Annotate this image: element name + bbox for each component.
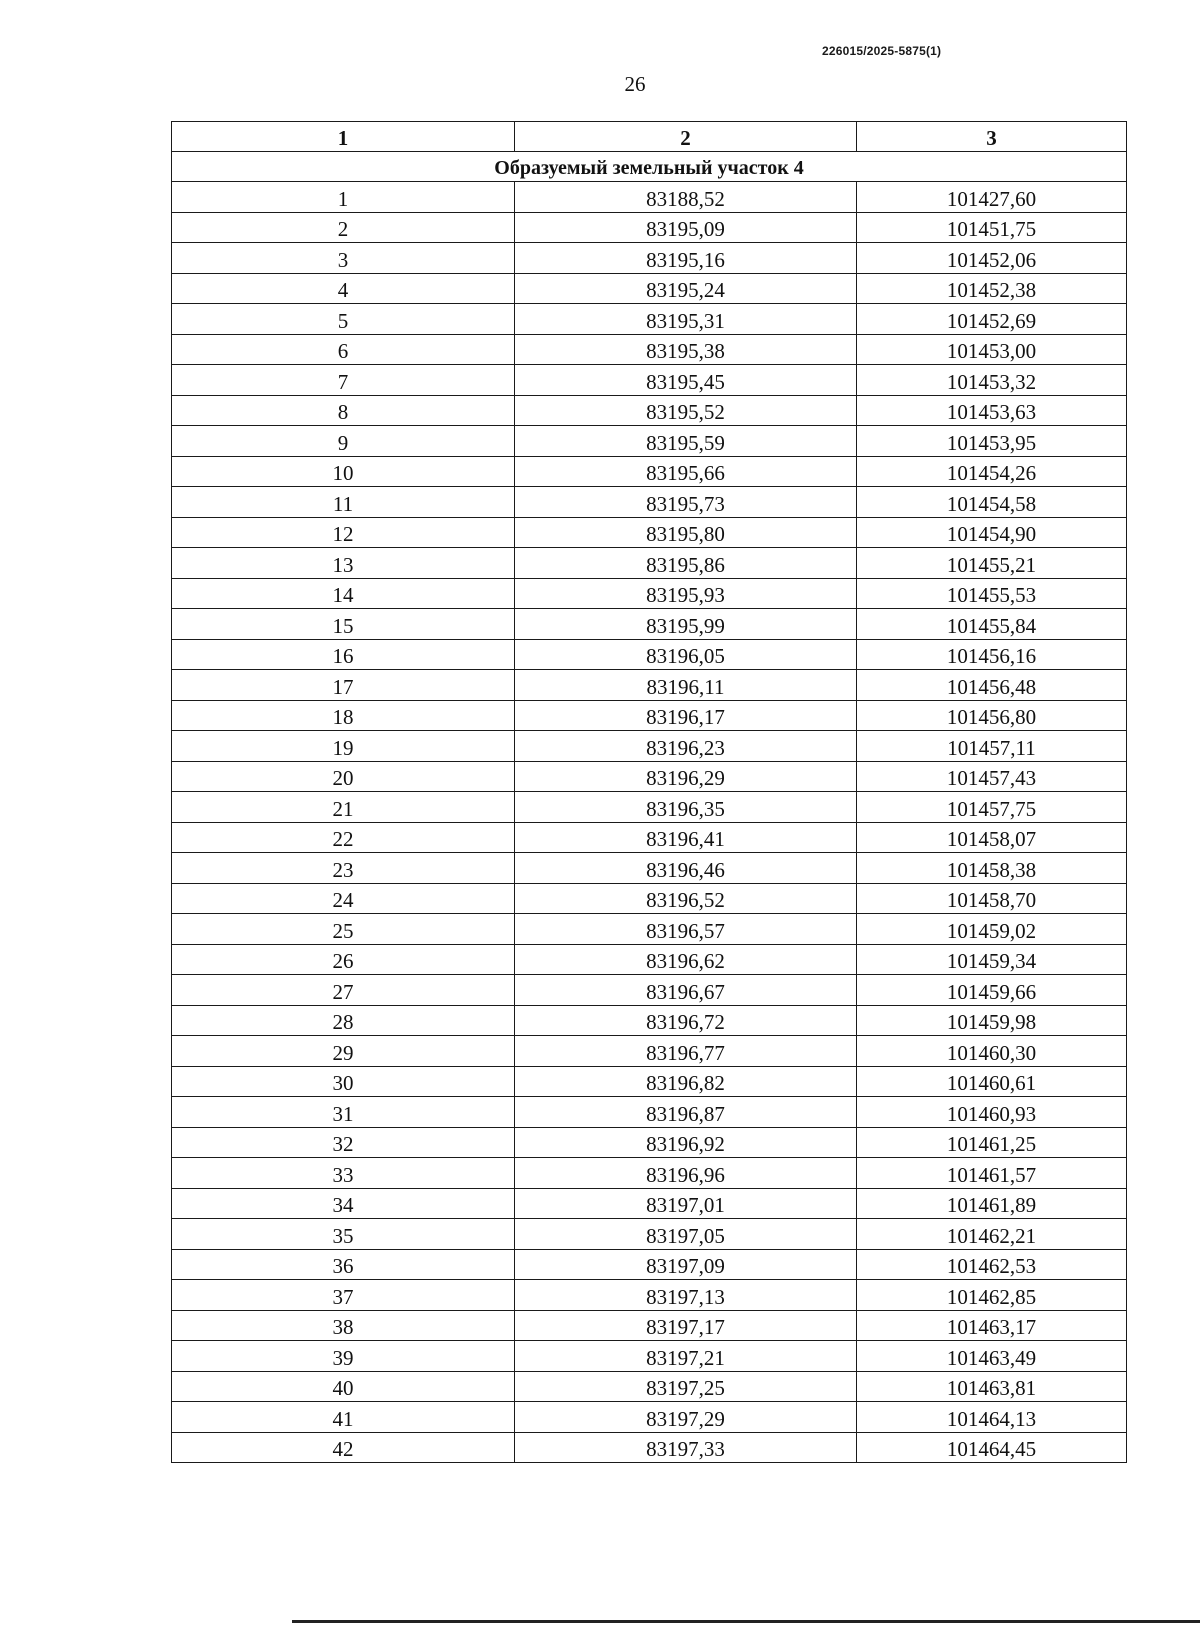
coordinate-y-cell: 101459,34 [857, 944, 1127, 975]
point-number-cell: 23 [172, 853, 515, 884]
coordinate-x-cell: 83196,57 [515, 914, 857, 945]
document-id: 226015/2025-5875(1) [822, 44, 942, 58]
coordinate-y-cell: 101454,90 [857, 517, 1127, 548]
coordinate-y-cell: 101457,75 [857, 792, 1127, 823]
table-row [172, 853, 1127, 884]
coordinate-y-cell: 101456,48 [857, 670, 1127, 701]
coordinate-y-cell: 101458,38 [857, 853, 1127, 884]
coordinate-x-cell: 83196,41 [515, 822, 857, 853]
table-row [172, 1036, 1127, 1067]
coordinate-y-cell: 101452,38 [857, 273, 1127, 304]
point-number-cell: 20 [172, 761, 515, 792]
coordinate-x-cell: 83197,09 [515, 1249, 857, 1280]
point-number-cell: 38 [172, 1310, 515, 1341]
coordinate-y-cell: 101452,06 [857, 243, 1127, 274]
section-title-row [172, 152, 1127, 182]
coordinate-x-cell: 83196,29 [515, 761, 857, 792]
point-number-cell: 28 [172, 1005, 515, 1036]
coordinate-y-cell: 101463,81 [857, 1371, 1127, 1402]
table-row [172, 1005, 1127, 1036]
coordinate-y-cell: 101454,58 [857, 487, 1127, 518]
coordinate-x-cell: 83196,87 [515, 1097, 857, 1128]
table-row [172, 487, 1127, 518]
point-number-cell: 33 [172, 1158, 515, 1189]
point-number-cell: 26 [172, 944, 515, 975]
coordinate-y-cell: 101463,17 [857, 1310, 1127, 1341]
coordinate-x-cell: 83196,46 [515, 853, 857, 884]
point-number-cell: 2 [172, 212, 515, 243]
bottom-rule [292, 1620, 1200, 1623]
point-number-cell: 9 [172, 426, 515, 457]
coordinate-x-cell: 83195,09 [515, 212, 857, 243]
point-number-cell: 8 [172, 395, 515, 426]
point-number-cell: 29 [172, 1036, 515, 1067]
table-row [172, 212, 1127, 243]
point-number-cell: 32 [172, 1127, 515, 1158]
table-row [172, 609, 1127, 640]
coordinate-y-cell: 101452,69 [857, 304, 1127, 335]
coordinate-x-cell: 83197,05 [515, 1219, 857, 1250]
coordinate-y-cell: 101456,16 [857, 639, 1127, 670]
coordinates-table [171, 121, 1127, 1463]
table-row [172, 1188, 1127, 1219]
coordinate-x-cell: 83196,23 [515, 731, 857, 762]
coordinate-y-cell: 101453,63 [857, 395, 1127, 426]
coordinate-y-cell: 101461,89 [857, 1188, 1127, 1219]
point-number-cell: 39 [172, 1341, 515, 1372]
point-number-cell: 24 [172, 883, 515, 914]
point-number-cell: 40 [172, 1371, 515, 1402]
coordinate-y-cell: 101460,93 [857, 1097, 1127, 1128]
coordinate-x-cell: 83196,35 [515, 792, 857, 823]
table-row [172, 700, 1127, 731]
table-body [172, 182, 1127, 1463]
coordinate-y-cell: 101462,53 [857, 1249, 1127, 1280]
coordinate-x-cell: 83195,52 [515, 395, 857, 426]
table-row [172, 1219, 1127, 1250]
coordinate-y-cell: 101459,98 [857, 1005, 1127, 1036]
point-number-cell: 13 [172, 548, 515, 579]
coordinate-x-cell: 83197,25 [515, 1371, 857, 1402]
coordinate-y-cell: 101459,66 [857, 975, 1127, 1006]
coordinate-x-cell: 83195,93 [515, 578, 857, 609]
table-row [172, 639, 1127, 670]
table-row [172, 1127, 1127, 1158]
coordinate-y-cell: 101453,95 [857, 426, 1127, 457]
coordinate-x-cell: 83195,66 [515, 456, 857, 487]
coordinate-y-cell: 101462,21 [857, 1219, 1127, 1250]
coordinate-x-cell: 83195,31 [515, 304, 857, 335]
coordinate-x-cell: 83196,82 [515, 1066, 857, 1097]
coordinate-y-cell: 101460,61 [857, 1066, 1127, 1097]
coordinate-x-cell: 83196,92 [515, 1127, 857, 1158]
coordinate-x-cell: 83195,59 [515, 426, 857, 457]
table-row [172, 304, 1127, 335]
coordinate-x-cell: 83195,99 [515, 609, 857, 640]
coordinate-x-cell: 83195,45 [515, 365, 857, 396]
point-number-cell: 35 [172, 1219, 515, 1250]
point-number-cell: 36 [172, 1249, 515, 1280]
table-row [172, 975, 1127, 1006]
coordinate-y-cell: 101457,11 [857, 731, 1127, 762]
coordinate-y-cell: 101455,84 [857, 609, 1127, 640]
coordinate-y-cell: 101454,26 [857, 456, 1127, 487]
table-row [172, 670, 1127, 701]
table-row [172, 1432, 1127, 1463]
table-row [172, 1402, 1127, 1433]
coordinate-y-cell: 101455,53 [857, 578, 1127, 609]
table-header [172, 122, 1127, 182]
coordinate-y-cell: 101427,60 [857, 182, 1127, 213]
coordinate-y-cell: 101456,80 [857, 700, 1127, 731]
coordinate-y-cell: 101460,30 [857, 1036, 1127, 1067]
coordinate-x-cell: 83197,13 [515, 1280, 857, 1311]
point-number-cell: 6 [172, 334, 515, 365]
coordinate-x-cell: 83197,29 [515, 1402, 857, 1433]
coordinate-x-cell: 83197,01 [515, 1188, 857, 1219]
column-header-2: 2 [515, 122, 857, 152]
point-number-cell: 41 [172, 1402, 515, 1433]
point-number-cell: 12 [172, 517, 515, 548]
coordinate-y-cell: 101464,45 [857, 1432, 1127, 1463]
column-header-3: 3 [857, 122, 1127, 152]
coordinate-y-cell: 101458,07 [857, 822, 1127, 853]
table-row [172, 1280, 1127, 1311]
point-number-cell: 11 [172, 487, 515, 518]
table-row [172, 182, 1127, 213]
table-row [172, 243, 1127, 274]
coordinate-x-cell: 83197,17 [515, 1310, 857, 1341]
coordinate-y-cell: 101453,32 [857, 365, 1127, 396]
coordinate-x-cell: 83196,52 [515, 883, 857, 914]
point-number-cell: 14 [172, 578, 515, 609]
point-number-cell: 31 [172, 1097, 515, 1128]
coordinate-y-cell: 101461,57 [857, 1158, 1127, 1189]
coordinate-x-cell: 83196,05 [515, 639, 857, 670]
coordinate-x-cell: 83196,62 [515, 944, 857, 975]
table-row [172, 822, 1127, 853]
point-number-cell: 18 [172, 700, 515, 731]
coordinate-y-cell: 101463,49 [857, 1341, 1127, 1372]
table-row [172, 944, 1127, 975]
table-row [172, 761, 1127, 792]
coordinate-x-cell: 83196,77 [515, 1036, 857, 1067]
table-row [172, 456, 1127, 487]
table-row [172, 334, 1127, 365]
table-row [172, 578, 1127, 609]
table-row [172, 517, 1127, 548]
table-row [172, 395, 1127, 426]
table-row [172, 1371, 1127, 1402]
coordinate-x-cell: 83195,73 [515, 487, 857, 518]
coordinate-x-cell: 83195,80 [515, 517, 857, 548]
table-row [172, 1341, 1127, 1372]
coordinate-y-cell: 101458,70 [857, 883, 1127, 914]
coordinate-x-cell: 83188,52 [515, 182, 857, 213]
coordinate-x-cell: 83195,16 [515, 243, 857, 274]
point-number-cell: 4 [172, 273, 515, 304]
table-row [172, 914, 1127, 945]
point-number-cell: 1 [172, 182, 515, 213]
column-header-1: 1 [172, 122, 515, 152]
table-row [172, 426, 1127, 457]
point-number-cell: 10 [172, 456, 515, 487]
page-number: 26 [624, 72, 646, 96]
table-row [172, 1249, 1127, 1280]
table-row [172, 1066, 1127, 1097]
point-number-cell: 15 [172, 609, 515, 640]
column-number-row [172, 122, 1127, 152]
point-number-cell: 34 [172, 1188, 515, 1219]
point-number-cell: 17 [172, 670, 515, 701]
coordinate-y-cell: 101451,75 [857, 212, 1127, 243]
section-title: Образуемый земельный участок 4 [172, 152, 1127, 182]
point-number-cell: 25 [172, 914, 515, 945]
coordinate-y-cell: 101457,43 [857, 761, 1127, 792]
coordinate-x-cell: 83197,33 [515, 1432, 857, 1463]
coordinate-y-cell: 101455,21 [857, 548, 1127, 579]
table-row [172, 1097, 1127, 1128]
table-row [172, 1310, 1127, 1341]
point-number-cell: 37 [172, 1280, 515, 1311]
point-number-cell: 30 [172, 1066, 515, 1097]
coordinate-y-cell: 101459,02 [857, 914, 1127, 945]
point-number-cell: 5 [172, 304, 515, 335]
coordinate-y-cell: 101461,25 [857, 1127, 1127, 1158]
coordinate-x-cell: 83195,38 [515, 334, 857, 365]
coordinate-y-cell: 101464,13 [857, 1402, 1127, 1433]
coordinate-x-cell: 83197,21 [515, 1341, 857, 1372]
point-number-cell: 22 [172, 822, 515, 853]
table-row [172, 792, 1127, 823]
coordinate-y-cell: 101453,00 [857, 334, 1127, 365]
point-number-cell: 7 [172, 365, 515, 396]
coordinate-y-cell: 101462,85 [857, 1280, 1127, 1311]
point-number-cell: 16 [172, 639, 515, 670]
coordinate-x-cell: 83196,96 [515, 1158, 857, 1189]
coordinate-x-cell: 83195,24 [515, 273, 857, 304]
table-row [172, 273, 1127, 304]
coordinate-x-cell: 83196,67 [515, 975, 857, 1006]
table-row [172, 365, 1127, 396]
coordinate-x-cell: 83196,72 [515, 1005, 857, 1036]
coordinate-x-cell: 83195,86 [515, 548, 857, 579]
point-number-cell: 27 [172, 975, 515, 1006]
point-number-cell: 21 [172, 792, 515, 823]
table-row [172, 548, 1127, 579]
table-row [172, 1158, 1127, 1189]
coordinate-x-cell: 83196,17 [515, 700, 857, 731]
point-number-cell: 3 [172, 243, 515, 274]
coordinate-x-cell: 83196,11 [515, 670, 857, 701]
point-number-cell: 19 [172, 731, 515, 762]
table-row [172, 883, 1127, 914]
table-row [172, 731, 1127, 762]
point-number-cell: 42 [172, 1432, 515, 1463]
